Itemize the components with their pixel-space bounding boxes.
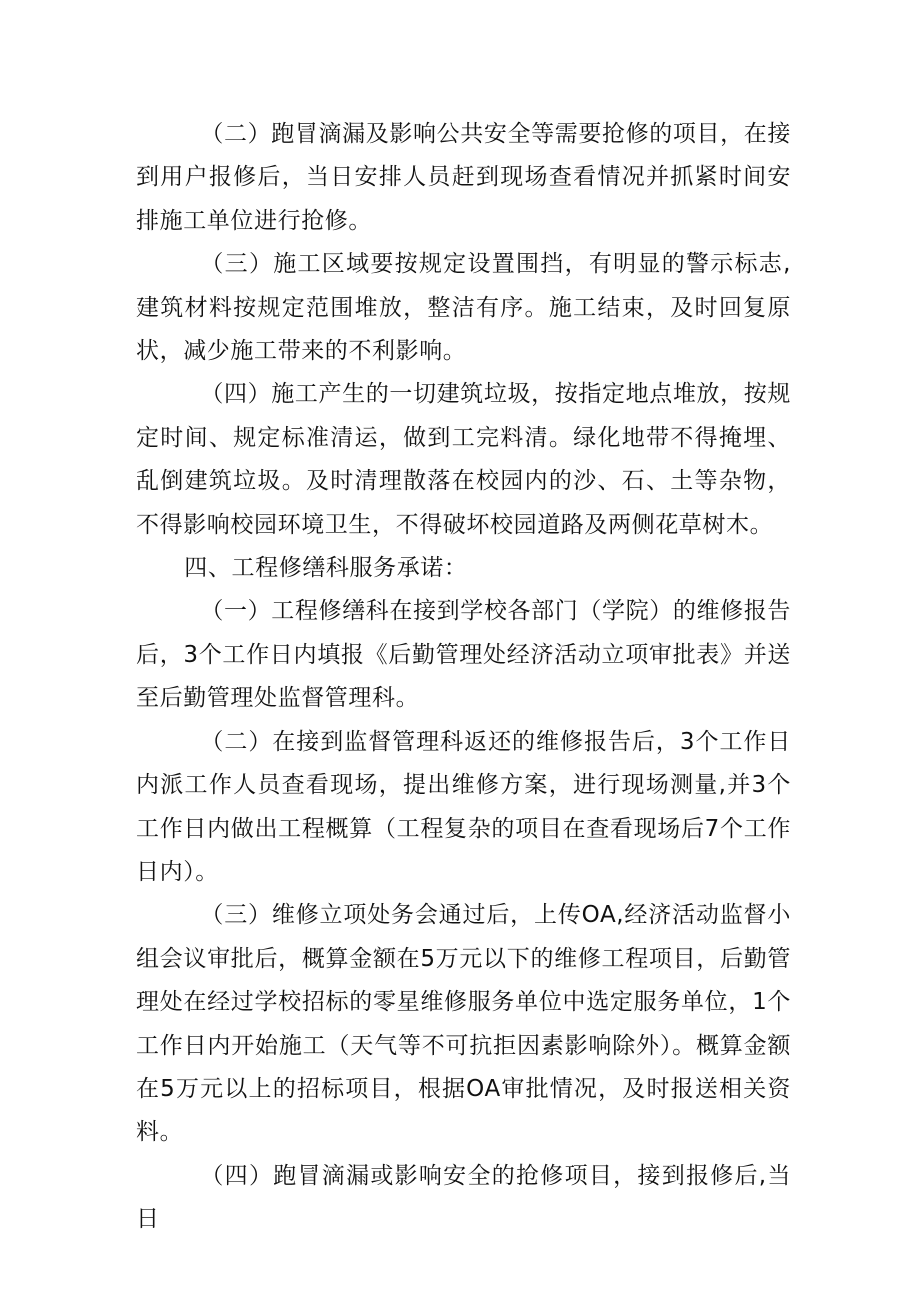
paragraph-construction-waste: （四）施工产生的一切建筑垃圾，按指定地点堆放，按规定时间、规定标准清运，做到工完料清。绿化地带不得掩埋、乱倒建筑垃圾。及时清理散落在校园内的沙、石、土等杂物，不得影响校园环境卫生，不得破坏校园道路及两侧花草树木。 [136, 381, 791, 538]
paragraph-commitment-2: （二）在接到监督管理科返还的维修报告后，3个工作日内派工作人员查看现场，提出维修方案，进行现场测量,并3个工作日内做出工程概算（工程复杂的项目在查看现场后7个工作日内）。 [136, 728, 791, 885]
paragraph-emergency-repair: （二）跑冒滴漏及影响公共安全等需要抢修的项目，在接到用户报修后，当日安排人员赶到现场查看情况并抓紧时间安排施工单位进行抢修。 [136, 121, 791, 234]
paragraph-construction-area: （三）施工区域要按规定设置围挡，有明显的警示标志,建筑材料按规定范围堆放，整洁有序。施工结束，及时回复原状，减少施工带来的不利影响。 [136, 251, 791, 365]
paragraph-commitment-3: （三）维修立项处务会通过后，上传OA,经济活动监督小组会议审批后，概算金额在5万元以下的维修工程项目，后勤管理处在经过学校招标的零星维修服务单位中选定服务单位，1个工作日内开始施工（天气等不可抗拒因素影响除外）。概算金额在5万元以上的招标项目，根据OA审批情况，及时报送相关资料。 [136, 902, 791, 1146]
document-body [136, 113, 791, 1242]
paragraph-commitment-1: （一）工程修缮科在接到学校各部门（学院）的维修报告后，3个工作日内填报《后勤管理处经济活动立项审批表》并送至后勤管理处监督管理科。 [136, 598, 791, 712]
section-heading-service-commitment: 四、工程修缮科服务承诺： [184, 555, 468, 582]
paragraph-commitment-4: （四）跑冒滴漏或影响安全的抢修项目，接到报修后,当日 [136, 1162, 791, 1233]
